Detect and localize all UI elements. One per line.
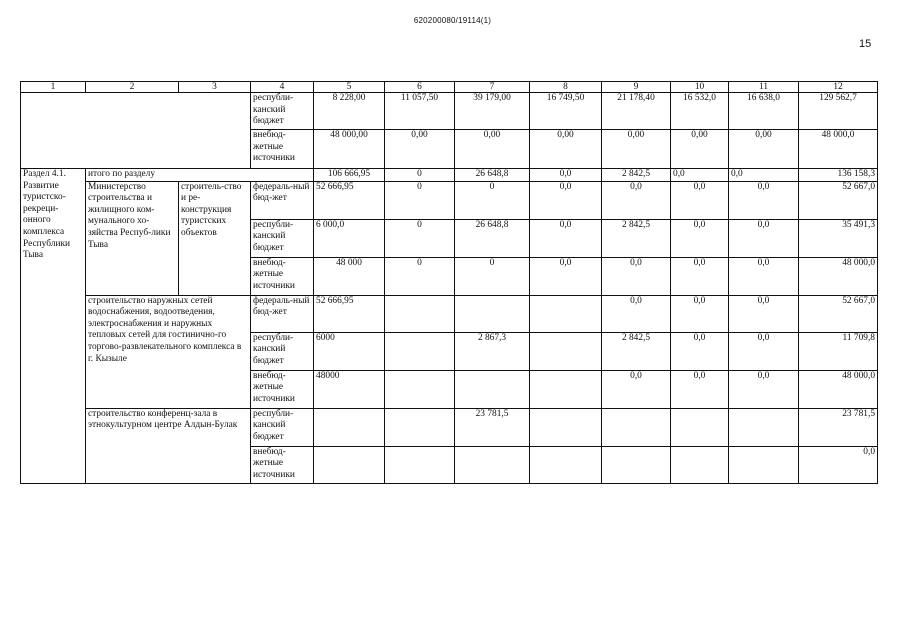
value-cell xyxy=(385,446,455,483)
value-cell: 23 781,5 xyxy=(799,408,878,446)
header-cell: 11 xyxy=(729,82,799,93)
header-cell: 4 xyxy=(251,82,314,93)
value-cell: 0,0 xyxy=(602,257,671,295)
section-title: Раздел 4.1. Развитие туристско-рекреци-онного комплекса Республики Тыва xyxy=(21,169,86,484)
value-cell xyxy=(530,370,602,408)
funding-source-cell: внебюд-жетные источники xyxy=(251,130,314,169)
value-cell: 0 xyxy=(455,181,530,219)
value-cell: 0,0 xyxy=(729,169,799,182)
value-cell: 6000 xyxy=(314,332,385,370)
funding-source-cell: республи-канский бюджет xyxy=(251,332,314,370)
value-cell xyxy=(671,408,729,446)
document-id: 620200080/19114(1) xyxy=(413,16,492,25)
funding-source-cell: федераль-ный бюд-жет xyxy=(251,295,314,332)
value-cell: 0 xyxy=(385,257,455,295)
value-cell: 0,00 xyxy=(530,130,602,169)
value-cell: 0,00 xyxy=(385,130,455,169)
value-cell: 0 xyxy=(385,181,455,219)
value-cell: 0,0 xyxy=(530,257,602,295)
funding-source-cell: внебюд-жетные источники xyxy=(251,257,314,295)
value-cell: 0,0 xyxy=(671,219,729,257)
funding-source-cell: республи-канский бюджет xyxy=(251,408,314,446)
value-cell: 2 842,5 xyxy=(602,219,671,257)
value-cell: 48 000 xyxy=(314,257,385,295)
funding-source-cell: республи-канский бюджет xyxy=(251,219,314,257)
header-cell: 10 xyxy=(671,82,729,93)
value-cell: 48 000,00 xyxy=(314,130,385,169)
value-cell xyxy=(385,408,455,446)
value-cell: 0,0 xyxy=(729,257,799,295)
value-cell: 0 xyxy=(385,219,455,257)
header-cell: 2 xyxy=(86,82,179,93)
value-cell: 48 000,0 xyxy=(799,130,878,169)
value-cell xyxy=(455,370,530,408)
value-cell: 136 158,3 xyxy=(799,169,878,182)
header-cell: 12 xyxy=(799,82,878,93)
value-cell: 0,0 xyxy=(671,295,729,332)
value-cell: 0,0 xyxy=(602,181,671,219)
value-cell xyxy=(602,446,671,483)
value-cell xyxy=(385,370,455,408)
value-cell xyxy=(530,446,602,483)
value-cell xyxy=(314,408,385,446)
funding-source-cell: внебюд-жетные источники xyxy=(251,370,314,408)
value-cell: 0,0 xyxy=(729,295,799,332)
value-cell: 26 648,8 xyxy=(455,169,530,182)
object-description-cell: строительство конференц-зала в этнокультурном центре Алдын-Булак xyxy=(86,408,251,483)
value-cell xyxy=(671,446,729,483)
header-cell: 8 xyxy=(530,82,602,93)
budget-table xyxy=(20,81,878,484)
value-cell: 48 000,0 xyxy=(799,370,878,408)
executor-cell: Министерство строительства и жилищного ком-мунального хо-зяйства Респуб-лики Тыва xyxy=(86,181,179,295)
value-cell xyxy=(729,408,799,446)
value-cell: 2 842,5 xyxy=(602,169,671,182)
value-cell: 0,00 xyxy=(455,130,530,169)
value-cell: 0,00 xyxy=(671,130,729,169)
section-total-label: итого по разделу xyxy=(86,169,314,182)
value-cell: 52 667,0 xyxy=(799,295,878,332)
value-cell: 0,0 xyxy=(602,295,671,332)
value-cell: 0 xyxy=(455,257,530,295)
section-total-row xyxy=(21,169,878,182)
header-cell: 1 xyxy=(21,82,86,93)
value-cell: 0,0 xyxy=(729,219,799,257)
value-cell: 11 709,8 xyxy=(799,332,878,370)
value-cell: 0,0 xyxy=(602,370,671,408)
funding-source-cell: внебюд-жетные источники xyxy=(251,446,314,483)
object-description-cell: строительство наружных сетей водоснабжения, водоотведения, электроснабжения и наружных тепловых сетей для гостинично-го торгово-развлекательного комплекса в г. Кызыле xyxy=(86,295,251,408)
empty-cell xyxy=(21,93,251,169)
value-cell: 48000 xyxy=(314,370,385,408)
value-cell: 0 xyxy=(385,169,455,182)
value-cell: 48 000,0 xyxy=(799,257,878,295)
value-cell: 21 178,40 xyxy=(602,93,671,130)
value-cell: 8 228,00 xyxy=(314,93,385,130)
value-cell xyxy=(385,332,455,370)
object-cell: строитель-ство и ре-конструкция туристских объектов xyxy=(179,181,251,295)
table-row xyxy=(21,408,878,446)
value-cell: 26 648,8 xyxy=(455,219,530,257)
value-cell: 23 781,5 xyxy=(455,408,530,446)
value-cell xyxy=(314,446,385,483)
value-cell: 52 666,95 xyxy=(314,181,385,219)
value-cell: 52 667,0 xyxy=(799,181,878,219)
value-cell xyxy=(385,295,455,332)
value-cell: 0,0 xyxy=(530,181,602,219)
value-cell: 2 867,3 xyxy=(455,332,530,370)
funding-source-cell: федераль-ный бюд-жет xyxy=(251,181,314,219)
value-cell: 0,0 xyxy=(671,370,729,408)
value-cell: 11 057,50 xyxy=(385,93,455,130)
value-cell xyxy=(530,332,602,370)
value-cell xyxy=(455,446,530,483)
value-cell xyxy=(729,446,799,483)
value-cell: 0,0 xyxy=(671,169,729,182)
value-cell xyxy=(455,295,530,332)
table-row xyxy=(21,295,878,332)
funding-source-cell: республи-канский бюджет xyxy=(251,93,314,130)
value-cell: 16 638,0 xyxy=(729,93,799,130)
value-cell xyxy=(530,295,602,332)
value-cell: 0,0 xyxy=(799,446,878,483)
value-cell: 52 666,95 xyxy=(314,295,385,332)
value-cell: 106 666,95 xyxy=(314,169,385,182)
table-row xyxy=(21,93,878,130)
header-cell: 9 xyxy=(602,82,671,93)
value-cell: 0,0 xyxy=(671,257,729,295)
header-cell: 6 xyxy=(385,82,455,93)
value-cell: 0,0 xyxy=(530,169,602,182)
value-cell xyxy=(530,408,602,446)
value-cell: 0,0 xyxy=(671,332,729,370)
value-cell: 0,0 xyxy=(530,219,602,257)
value-cell: 0,0 xyxy=(729,370,799,408)
value-cell: 39 179,00 xyxy=(455,93,530,130)
header-cell: 5 xyxy=(314,82,385,93)
value-cell: 0,0 xyxy=(729,181,799,219)
header-row xyxy=(21,82,878,93)
value-cell: 6 000,0 xyxy=(314,219,385,257)
value-cell: 16 749,50 xyxy=(530,93,602,130)
value-cell: 129 562,7 xyxy=(799,93,878,130)
table-row xyxy=(21,181,878,219)
value-cell: 35 491,3 xyxy=(799,219,878,257)
header-cell: 7 xyxy=(455,82,530,93)
value-cell xyxy=(602,408,671,446)
value-cell: 16 532,0 xyxy=(671,93,729,130)
value-cell: 0,0 xyxy=(729,332,799,370)
value-cell: 0,00 xyxy=(602,130,671,169)
header-cell: 3 xyxy=(179,82,251,93)
value-cell: 0,00 xyxy=(729,130,799,169)
page-number: 15 xyxy=(859,38,872,50)
value-cell: 0,0 xyxy=(671,181,729,219)
value-cell: 2 842,5 xyxy=(602,332,671,370)
